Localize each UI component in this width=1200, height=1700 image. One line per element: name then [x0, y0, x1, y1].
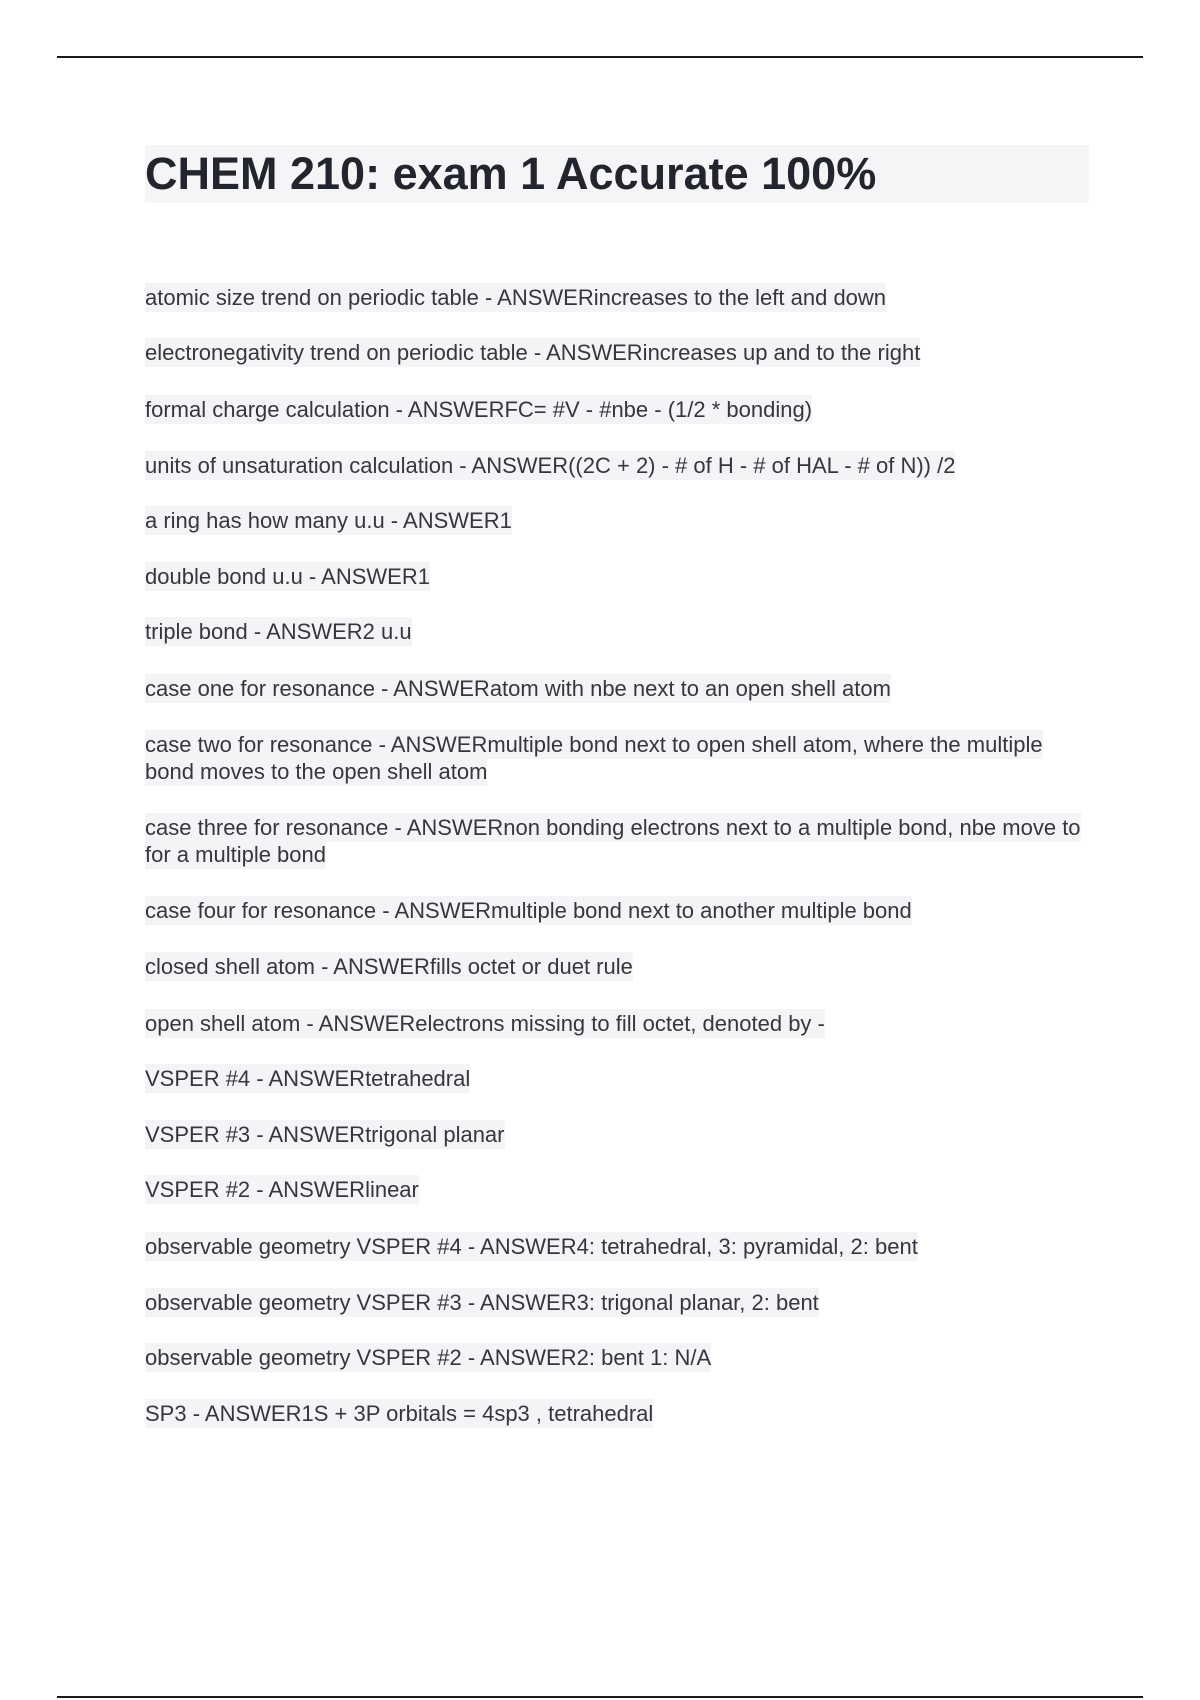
qa-item	[145, 284, 1089, 311]
qa-text: open shell atom - ANSWERelectrons missing to fill octet, denoted by -	[145, 1011, 825, 1036]
qa-item	[145, 675, 1089, 702]
title-block	[145, 145, 1089, 203]
qa-item	[145, 507, 1089, 534]
qa-item	[145, 618, 1089, 645]
qa-text: atomic size trend on periodic table - ANSWERincreases to the left and down	[145, 285, 887, 310]
qa-item	[145, 1121, 1089, 1148]
footer-rule	[57, 1696, 1143, 1698]
qa-item	[145, 953, 1089, 980]
qa-text: closed shell atom - ANSWERfills octet or duet rule	[145, 954, 633, 979]
qa-text: electronegativity trend on periodic table - ANSWERincreases up and to the right	[145, 340, 921, 365]
qa-text: observable geometry VSPER #3 - ANSWER3: trigonal planar, 2: bent	[145, 1290, 819, 1315]
qa-item	[145, 1010, 1089, 1037]
qa-text: a ring has how many u.u - ANSWER1	[145, 508, 512, 533]
qa-item	[145, 396, 1089, 423]
qa-text: case two for resonance - ANSWERmultiple bond next to open shell atom, where the multiple bond moves to the open shell atom	[145, 732, 1043, 784]
qa-text: SP3 - ANSWER1S + 3P orbitals = 4sp3 , tetrahedral	[145, 1401, 654, 1426]
qa-item	[145, 563, 1089, 590]
qa-text: VSPER #3 - ANSWERtrigonal planar	[145, 1122, 505, 1147]
qa-item	[145, 897, 1089, 924]
qa-text: case three for resonance - ANSWERnon bonding electrons next to a multiple bond, nbe move to for a multiple bond	[145, 815, 1081, 867]
qa-item	[145, 1344, 1089, 1371]
qa-text: case one for resonance - ANSWERatom with nbe next to an open shell atom	[145, 676, 891, 701]
qa-item	[145, 1289, 1089, 1316]
header-rule	[57, 56, 1143, 58]
document-title: CHEM 210: exam 1 Accurate 100%	[145, 148, 877, 199]
qa-item	[145, 1065, 1089, 1092]
qa-text: formal charge calculation - ANSWERFC= #V - #nbe - (1/2 * bonding)	[145, 397, 813, 422]
qa-item	[145, 1400, 1089, 1427]
qa-item	[145, 339, 1089, 366]
qa-item	[145, 1233, 1089, 1260]
qa-text: VSPER #4 - ANSWERtetrahedral	[145, 1066, 471, 1091]
qa-text: double bond u.u - ANSWER1	[145, 564, 430, 589]
qa-text: case four for resonance - ANSWERmultiple bond next to another multiple bond	[145, 898, 912, 923]
qa-text: units of unsaturation calculation - ANSWER((2C + 2) - # of H - # of HAL - # of N)) /2	[145, 453, 956, 478]
qa-text: observable geometry VSPER #2 - ANSWER2: bent 1: N/A	[145, 1345, 712, 1370]
qa-item	[145, 731, 1089, 785]
qa-text: observable geometry VSPER #4 - ANSWER4: tetrahedral, 3: pyramidal, 2: bent	[145, 1234, 918, 1259]
qa-text: triple bond - ANSWER2 u.u	[145, 619, 412, 644]
qa-item	[145, 814, 1089, 868]
qa-item	[145, 452, 1089, 479]
qa-text: VSPER #2 - ANSWERlinear	[145, 1177, 419, 1202]
qa-item	[145, 1176, 1089, 1203]
